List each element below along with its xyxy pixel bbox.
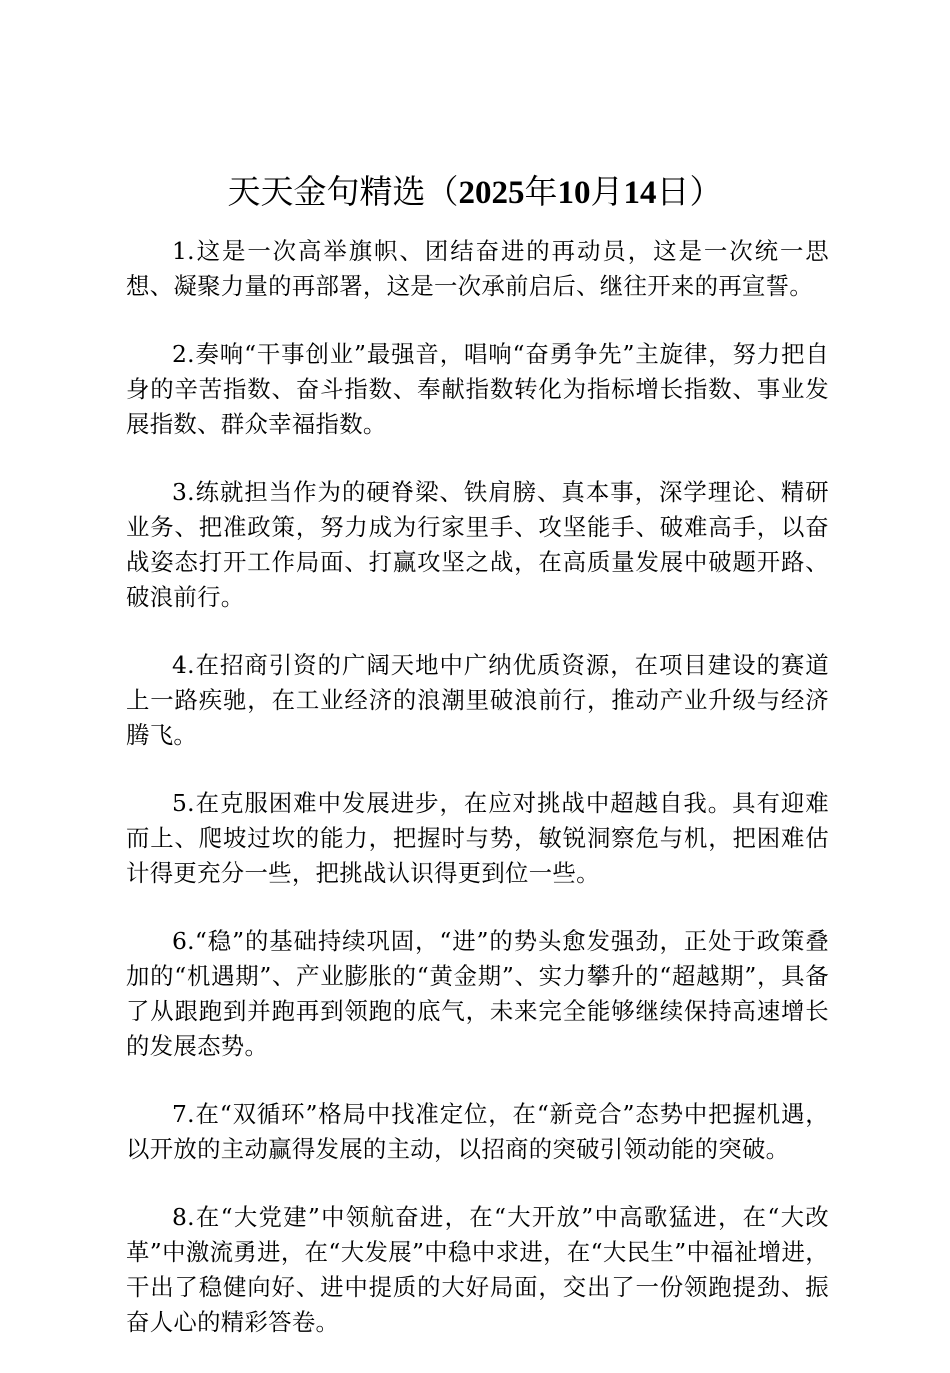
page-title (0, 168, 950, 217)
title-prefix: 天天金句精选（ (227, 172, 459, 211)
title-month-unit: 月 (590, 172, 624, 211)
title-day: 14 (623, 175, 657, 211)
title-year: 2025 (458, 175, 525, 211)
paragraph-2: 2.奏响“干事创业”最强音，唱响“奋勇争先”主旋律，努力把自身的辛苦指数、奋斗指数、奉献指数转化为指标增长指数、事业发展指数、群众幸福指数。 (126, 340, 829, 438)
paragraph-8: 8.在“大党建”中领航奋进，在“大开放”中高歌猛进，在“大改革”中激流勇进，在“大发展”中稳中求进，在“大民生”中福祉增进，干出了稳健向好、进中提质的大好局面，交出了一份领跑提劲、振奋人心的精彩答卷。 (126, 1203, 829, 1336)
title-day-unit: 日） (656, 172, 723, 211)
paragraph-3: 3.练就担当作为的硬脊梁、铁肩膀、真本事，深学理论、精研业务、把准政策，努力成为行家里手、攻坚能手、破难高手，以奋战姿态打开工作局面、打赢攻坚之战，在高质量发展中破题开路、破浪前行。 (126, 478, 829, 611)
paragraph-1: 1.这是一次高举旗帜、团结奋进的再动员，这是一次统一思想、凝聚力量的再部署，这是一次承前启后、继往开来的再宣誓。 (126, 237, 829, 300)
paragraph-7: 7.在“双循环”格局中找准定位，在“新竞合”态势中把握机遇，以开放的主动赢得发展的主动，以招商的突破引领动能的突破。 (126, 1100, 829, 1163)
title-month: 10 (557, 175, 591, 211)
paragraph-6: 6.“稳”的基础持续巩固，“进”的势头愈发强劲，正处于政策叠加的“机遇期”、产业膨胀的“黄金期”、实力攀升的“超越期”，具备了从跟跑到并跑再到领跑的底气，未来完全能够继续保持高速增长的发展态势。 (126, 927, 829, 1060)
title-year-unit: 年 (524, 172, 558, 211)
document-body (126, 234, 829, 1373)
paragraph-4: 4.在招商引资的广阔天地中广纳优质资源，在项目建设的赛道上一路疾驰，在工业经济的浪潮里破浪前行，推动产业升级与经济腾飞。 (126, 651, 829, 749)
paragraph-5: 5.在克服困难中发展进步，在应对挑战中超越自我。具有迎难而上、爬坡过坎的能力，把握时与势，敏锐洞察危与机，把困难估计得更充分一些，把挑战认识得更到位一些。 (126, 789, 829, 887)
